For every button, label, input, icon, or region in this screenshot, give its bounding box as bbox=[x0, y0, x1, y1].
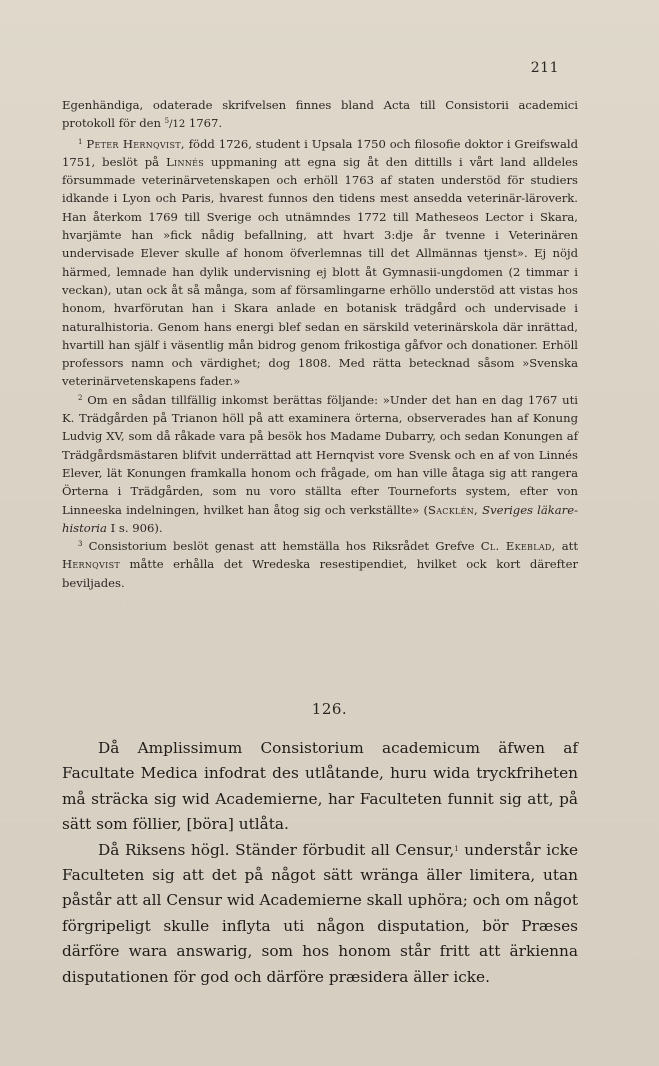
footnote-3-text-2: att bbox=[555, 539, 578, 554]
footnote-1-text: född 1726, student i Upsala 1750 och filosofie doktor i Greifswald 1751, beslöt på bbox=[62, 136, 579, 169]
document-footnote-marker: 1 bbox=[454, 844, 459, 853]
footnote-2 bbox=[62, 391, 578, 537]
footnote-3-text-3: måtte erhålla det Wredeska resestipendiet, hvilket ock kort därefter beviljades. bbox=[62, 557, 578, 590]
intro-note bbox=[62, 96, 578, 135]
footnote-2-marker: 2 bbox=[78, 393, 83, 402]
footnote-3-name-2: Hernqvist bbox=[62, 557, 120, 572]
footnote-3-text: Consistorium beslöt genast att hemställa hos Riksrådet Grefve bbox=[82, 539, 481, 554]
date-fraction-numerator: 5 bbox=[164, 117, 170, 126]
footnote-2-author: Sacklén, bbox=[427, 502, 479, 517]
document-paragraph-2-text: Då Riksens högl. Ständer förbudit all Censur, bbox=[98, 840, 455, 859]
document-paragraph-2-text-cont: understår icke Faculteten sig att det på något sätt wränga äller limitera, utan påstår att all Censur wid Academierne skall uphöra; och om något förgripeligt skulle inflyta uti någon disputation, bör Præses därföre wara answarig, som hos honom står fritt att ärkienna disputationen för god och därföre præsidera äller icke. bbox=[62, 840, 579, 986]
document-paragraph-1: Då Amplissimum Consistorium academicum äfwen af Facultate Medica infodrat des utlåtande, huru wida tryckfriheten må sträcka sig wid Academierne, har Faculteten funnit sig att, på sätt som föllier, [böra] utlåta. bbox=[62, 739, 578, 834]
footnote-1-marker: 1 bbox=[78, 137, 83, 146]
document-body bbox=[62, 736, 578, 990]
footnote-3 bbox=[62, 537, 578, 592]
page-number: 211 bbox=[530, 60, 559, 76]
footnote-3-marker: 3 bbox=[78, 540, 83, 549]
footnote-1-text-cont: uppmaning att egna sig åt den dittills i vårt land alldeles försummade veterinärvetenskapen och erhöll 1763 af staten understöd för studiers idkande i Lyon och Paris, hvarest funnos den tidens mest ansedda veterinär-läroverk. Han återkom 1769 till Sverige och utnämndes 1772 till Matheseos Lector i Skara, hvarjämte han »fick nådig befallning, att hvart 3:dje år tvenne i Veterinären undervisade Elever skulle af honom öfverlemnas till det Allmännas tjenst». Ej nöjd härmed, lemnade han dylik undervisning ej blott åt Gymnasii-ungdomen (2 timmar i veckan), utan ock åt så många, som af församlingarne erhöllo understöd att vistas hos honom, hvarförutan han i Skara anlade en botanisk trädgård och undervisade i naturalhistoria. Genom hans energi blef sedan en särskild veterinärskola där inrättad, hvartill han själf i väsentlig mån bidrog genom frikostiga gåfvor och donationer. Erhöll professors namn och värdighet; dog 1808. Med rätta betecknad såsom »Svenska veterinärvetenskapens fader.» bbox=[62, 154, 578, 389]
footnote-1-linne: Linnés bbox=[166, 154, 205, 169]
footnote-3-name-1: Cl. Ekeblad, bbox=[480, 539, 556, 554]
document-number: 126. bbox=[311, 700, 348, 718]
footnote-2-text: Om en sådan tillfällig inkomst berättas följande: »Under det han en dag 1767 uti K. Trädgården på Trianon höll på att examinera örterna, observerades han af Konung Ludvig XV, som då råkade vara på besök hos Madame Dubarry, och sedan Konungen af Trädgårdsmästaren blifvit underrättad att Hernqvist vore Svensk och en af von Linnés Elever, lät Konungen framkalla honom och frågade, om han ville åtaga sig att rangera Örterna i Trädgården, som nu voro ställta efter Tourneforts system, efter von Linneeska indelningen, hvilket han åtog sig och verkställte» ( bbox=[62, 392, 578, 517]
footnote-1-name: Peter Hernqvist, bbox=[86, 136, 185, 151]
date-fraction-denominator: 12 bbox=[172, 119, 186, 131]
footnote-2-title: Sveriges läkare-historia bbox=[62, 502, 579, 535]
footnote-1 bbox=[62, 135, 578, 391]
intro-note-text: Egenhändiga, odaterade skrifvelsen finnes bland Acta till Consistorii academici protokoll för den bbox=[62, 98, 578, 131]
date-fraction: $^5$/12 bbox=[164, 117, 186, 131]
document-paragraph-2 bbox=[62, 838, 578, 990]
footnotes-block bbox=[62, 96, 578, 592]
intro-note-year: 1767. bbox=[185, 116, 223, 131]
footnote-2-end: I s. 906). bbox=[106, 520, 163, 535]
